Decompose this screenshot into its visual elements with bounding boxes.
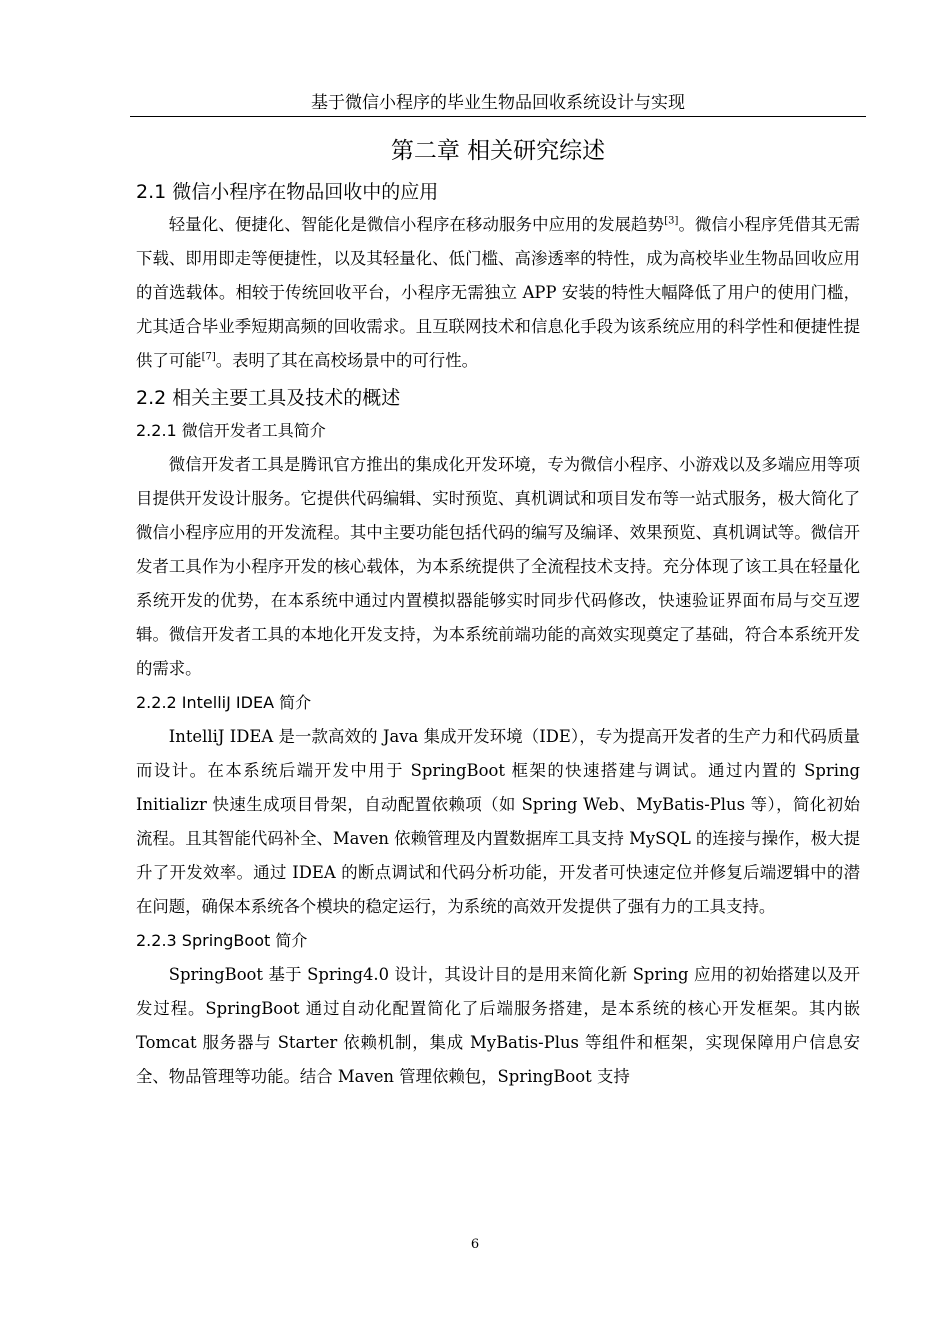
chapter-title: 第二章 相关研究综述 [390,138,606,164]
text-run: 。微信小程序凭借其无需下载、即用即走等便捷性，以及其轻量化、低门槛、高渗透率的特性，成为高校毕业生物品回收应用的首选载体。相较于传统回收平台，小程序无需独立 APP 安装的特性大幅降低了用户的使用门槛，尤其适合毕业季短期高频的回收需求。且互联网技术和信息化手段为该系统应用的科学性和便捷性提供了可能 [136,215,861,370]
citation-7[interactable]: [7] [201,351,216,363]
text-run: 。表明了其在高校场景中的可行性。 [215,351,478,370]
header-rule [130,116,866,117]
section-2-2-2-heading: 2.2.2 IntelliJ IDEA 简介 [136,693,312,712]
section-2-2-2-paragraph: IntelliJ IDEA 是一款高效的 Java 集成开发环境（IDE），专为提高开发者的生产力和代码质量而设计。在本系统后端开发中用于 SpringBoot 框架的快速搭建与调试。通过内置的 Spring Initializr 快速生成项目骨架，自动配置依赖项（如 Spring Web、MyBatis-Plus 等），简化初始流程。且其智能代码补全、Maven 依赖管理及内置数据库工具支持 MySQL 的连接与操作，极大提升了开发效率。通过 IDEA 的断点调试和代码分析功能，开发者可快速定位并修复后端逻辑中的潜在问题，确保本系统各个模块的稳定运行，为系统的高效开发提供了强有力的工具支持。 [136,727,860,916]
section-2-2-3-paragraph: SpringBoot 基于 Spring4.0 设计，其设计目的是用来简化新 Spring 应用的初始搭建以及开发过程。SpringBoot 通过自动化配置简化了后端服务搭建，是本系统的核心开发框架。其内嵌 Tomcat 服务器与 Starter 依赖机制，集成 MyBatis-Plus 等组件和框架，实现保障用户信息安全、物品管理等功能。结合 Maven 管理依赖包，SpringBoot 支持 [136,965,860,1086]
section-2-2-heading: 2.2 相关主要工具及技术的概述 [136,387,401,409]
page-body [136,134,860,1094]
section-2-2-1-paragraph: 微信开发者工具是腾讯官方推出的集成化开发环境，专为微信小程序、小游戏以及多端应用等项目提供开发设计服务。它提供代码编辑、实时预览、真机调试和项目发布等一站式服务，极大简化了微信小程序应用的开发流程。其中主要功能包括代码的编写及编译、效果预览、真机调试等。微信开发者工具作为小程序开发的核心载体，为本系统提供了全流程技术支持。充分体现了该工具在轻量化系统开发的优势，在本系统中通过内置模拟器能够实时同步代码修改，快速验证界面布局与交互逻辑。微信开发者工具的本地化开发支持，为本系统前端功能的高效实现奠定了基础，符合本系统开发的需求。 [136,455,860,678]
page-number: 6 [470,1237,480,1252]
text-run: 轻量化、便捷化、智能化是微信小程序在移动服务中应用的发展趋势 [168,215,665,234]
running-header: 基于微信小程序的毕业生物品回收系统设计与实现 [311,93,685,113]
section-2-2-1-heading: 2.2.1 微信开发者工具简介 [136,421,326,440]
section-2-1-heading: 2.1 微信小程序在物品回收中的应用 [136,181,439,203]
citation-3[interactable]: [3] [664,215,679,227]
section-2-1-paragraph [136,208,860,378]
section-2-2-3-heading: 2.2.3 SpringBoot 简介 [136,931,308,950]
